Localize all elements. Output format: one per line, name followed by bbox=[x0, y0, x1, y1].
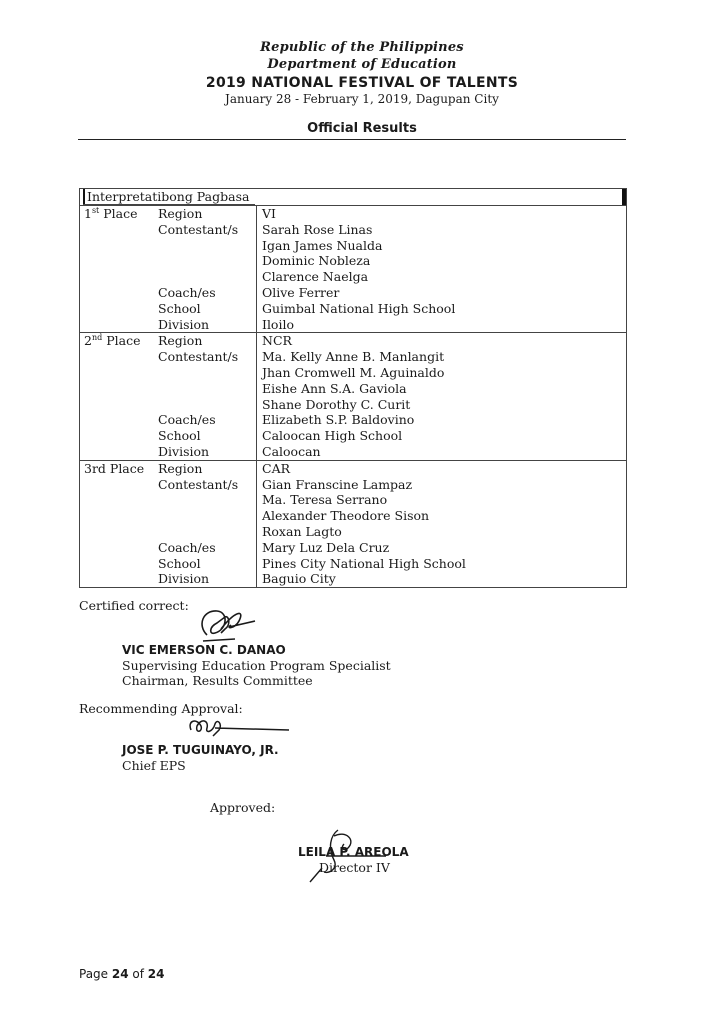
label-cell-empty bbox=[158, 253, 256, 269]
region-value: NCR bbox=[262, 333, 292, 349]
certifier-name: VIC EMERSON C. DANAO bbox=[122, 643, 286, 657]
place-cell-empty bbox=[80, 381, 158, 397]
label-cell-empty bbox=[158, 365, 256, 381]
school-value: Guimbal National High School bbox=[262, 300, 456, 316]
page-number bbox=[79, 967, 164, 981]
event-title: 2019 NATIONAL FESTIVAL OF TALENTS bbox=[205, 75, 519, 91]
place-suffix: st bbox=[91, 205, 100, 215]
coach-label: Coach/es bbox=[158, 539, 216, 555]
contestant-name: Ma. Kelly Anne B. Manlangit bbox=[262, 349, 445, 365]
results-table bbox=[79, 188, 627, 588]
contestant-name: Eishe Ann S.A. Gaviola bbox=[262, 380, 407, 396]
recommending-label: Recommending Approval: bbox=[79, 701, 243, 716]
school-label: School bbox=[158, 555, 201, 571]
approver-title: Director IV bbox=[319, 860, 390, 875]
table-row bbox=[80, 381, 626, 397]
category-name: Interpretatibong Pagbasa bbox=[83, 189, 249, 205]
certifier-title-1: Supervising Education Program Specialist bbox=[122, 658, 391, 673]
place-block bbox=[80, 206, 626, 333]
school-label: School bbox=[158, 428, 201, 444]
table-row bbox=[80, 540, 626, 556]
label-cell-empty bbox=[158, 524, 256, 540]
school-label: School bbox=[158, 300, 201, 316]
contestant-name: Sarah Rose Linas bbox=[262, 221, 373, 237]
certifier-title-2: Chairman, Results Committee bbox=[122, 673, 313, 688]
coach-value: Olive Ferrer bbox=[262, 284, 340, 300]
contestant-label: Contestant/s bbox=[158, 349, 239, 365]
table-row bbox=[80, 301, 626, 317]
page-mid: of bbox=[128, 967, 148, 981]
contestant-name: Clarence Naelga bbox=[262, 269, 369, 285]
contestant-name: Jhan Cromwell M. Aguinaldo bbox=[262, 364, 445, 380]
division-label: Division bbox=[158, 316, 210, 332]
table-row bbox=[80, 571, 626, 587]
table-row bbox=[80, 253, 626, 269]
school-value: Pines City National High School bbox=[262, 555, 466, 571]
place-label bbox=[80, 461, 158, 477]
coach-label: Coach/es bbox=[158, 284, 216, 300]
division-label: Division bbox=[158, 443, 210, 459]
table-row bbox=[80, 206, 626, 222]
region-value: VI bbox=[262, 206, 276, 221]
page-current: 24 bbox=[111, 967, 129, 981]
division-value: Caloocan bbox=[262, 443, 321, 459]
region-label: Region bbox=[158, 460, 203, 476]
table-row bbox=[80, 397, 626, 413]
place-cell-empty bbox=[80, 365, 158, 381]
label-cell-empty bbox=[158, 269, 256, 285]
table-row bbox=[80, 492, 626, 508]
table-row bbox=[80, 444, 626, 460]
place-cell-empty bbox=[80, 269, 158, 285]
label-cell-empty bbox=[158, 508, 256, 524]
place-label bbox=[80, 333, 158, 349]
place-cell-empty bbox=[80, 444, 158, 460]
places-container bbox=[80, 206, 626, 587]
certified-label: Certified correct: bbox=[79, 598, 189, 613]
department-line: Department of Education bbox=[267, 57, 457, 72]
place-number: 2 bbox=[84, 333, 92, 349]
place-cell-empty bbox=[80, 317, 158, 333]
table-row bbox=[80, 349, 626, 365]
table-row bbox=[80, 222, 626, 238]
place-cell-empty bbox=[80, 349, 158, 365]
label-cell-empty bbox=[158, 397, 256, 413]
results-title: Official Results bbox=[307, 121, 417, 136]
page-prefix: Page bbox=[79, 967, 112, 981]
coach-value: Elizabeth S.P. Baldovino bbox=[262, 412, 415, 428]
contestant-name: Shane Dorothy C. Curit bbox=[262, 396, 411, 412]
division-label: Division bbox=[158, 571, 210, 587]
division-value: Iloilo bbox=[262, 316, 294, 332]
place-cell-empty bbox=[80, 397, 158, 413]
place-word: Place bbox=[102, 333, 141, 349]
place-cell-empty bbox=[80, 571, 158, 587]
category-row bbox=[80, 189, 626, 206]
contestant-label: Contestant/s bbox=[158, 221, 239, 237]
table-row bbox=[80, 524, 626, 540]
place-number: 1 bbox=[84, 206, 92, 221]
place-cell-empty bbox=[80, 508, 158, 524]
place-cell-empty bbox=[80, 492, 158, 508]
table-row bbox=[80, 508, 626, 524]
place-cell-empty bbox=[80, 428, 158, 444]
place-number: 3rd Place bbox=[84, 460, 145, 476]
column-divider bbox=[256, 206, 257, 332]
contestant-name: Dominic Nobleza bbox=[262, 253, 371, 269]
recommender-title: Chief EPS bbox=[122, 758, 186, 773]
contestant-label: Contestant/s bbox=[158, 476, 239, 492]
coach-label: Coach/es bbox=[158, 412, 216, 428]
place-word: Place bbox=[99, 206, 138, 221]
category-marker bbox=[622, 189, 626, 205]
coach-value: Mary Luz Dela Cruz bbox=[262, 539, 390, 555]
place-cell-empty bbox=[80, 285, 158, 301]
column-divider bbox=[256, 461, 257, 587]
place-cell-empty bbox=[80, 540, 158, 556]
event-dates: January 28 - February 1, 2019, Dagupan City bbox=[225, 92, 499, 106]
table-row bbox=[80, 365, 626, 381]
place-cell-empty bbox=[80, 222, 158, 238]
school-value: Caloocan High School bbox=[262, 428, 403, 444]
contestant-name: Igan James Nualda bbox=[262, 237, 383, 253]
contestant-name: Alexander Theodore Sison bbox=[262, 508, 430, 524]
category-underline bbox=[83, 204, 255, 205]
label-cell-empty bbox=[158, 381, 256, 397]
table-row bbox=[80, 428, 626, 444]
table-row bbox=[80, 556, 626, 572]
republic-line: Republic of the Philippines bbox=[260, 40, 464, 55]
contestant-name: Roxan Lagto bbox=[262, 523, 342, 539]
place-block bbox=[80, 333, 626, 460]
recommender-signature bbox=[185, 716, 295, 746]
table-row bbox=[80, 285, 626, 301]
approver-name: LEILA P. AREOLA bbox=[298, 845, 409, 859]
table-row bbox=[80, 317, 626, 333]
recommender-name: JOSE P. TUGUINAYO, JR. bbox=[122, 743, 279, 757]
table-row bbox=[80, 238, 626, 254]
page-total: 24 bbox=[147, 967, 165, 981]
place-cell-empty bbox=[80, 477, 158, 493]
contestant-name: Ma. Teresa Serrano bbox=[262, 492, 388, 508]
place-cell-empty bbox=[80, 412, 158, 428]
region-label: Region bbox=[158, 333, 203, 349]
table-row bbox=[80, 461, 626, 477]
column-divider bbox=[256, 333, 257, 459]
place-cell-empty bbox=[80, 524, 158, 540]
table-row bbox=[80, 412, 626, 428]
approved-label: Approved: bbox=[210, 800, 276, 815]
place-cell-empty bbox=[80, 301, 158, 317]
table-row bbox=[80, 333, 626, 349]
table-row bbox=[80, 269, 626, 285]
place-label bbox=[80, 206, 158, 222]
label-cell-empty bbox=[158, 492, 256, 508]
region-value: CAR bbox=[262, 460, 291, 476]
place-block bbox=[80, 461, 626, 587]
place-cell-empty bbox=[80, 238, 158, 254]
place-suffix: nd bbox=[91, 333, 103, 343]
contestant-name: Gian Franscine Lampaz bbox=[262, 476, 413, 492]
place-cell-empty bbox=[80, 253, 158, 269]
division-value: Baguio City bbox=[262, 571, 336, 587]
region-label: Region bbox=[158, 206, 203, 221]
title-divider bbox=[78, 139, 626, 140]
place-cell-empty bbox=[80, 556, 158, 572]
table-row bbox=[80, 477, 626, 493]
label-cell-empty bbox=[158, 238, 256, 254]
